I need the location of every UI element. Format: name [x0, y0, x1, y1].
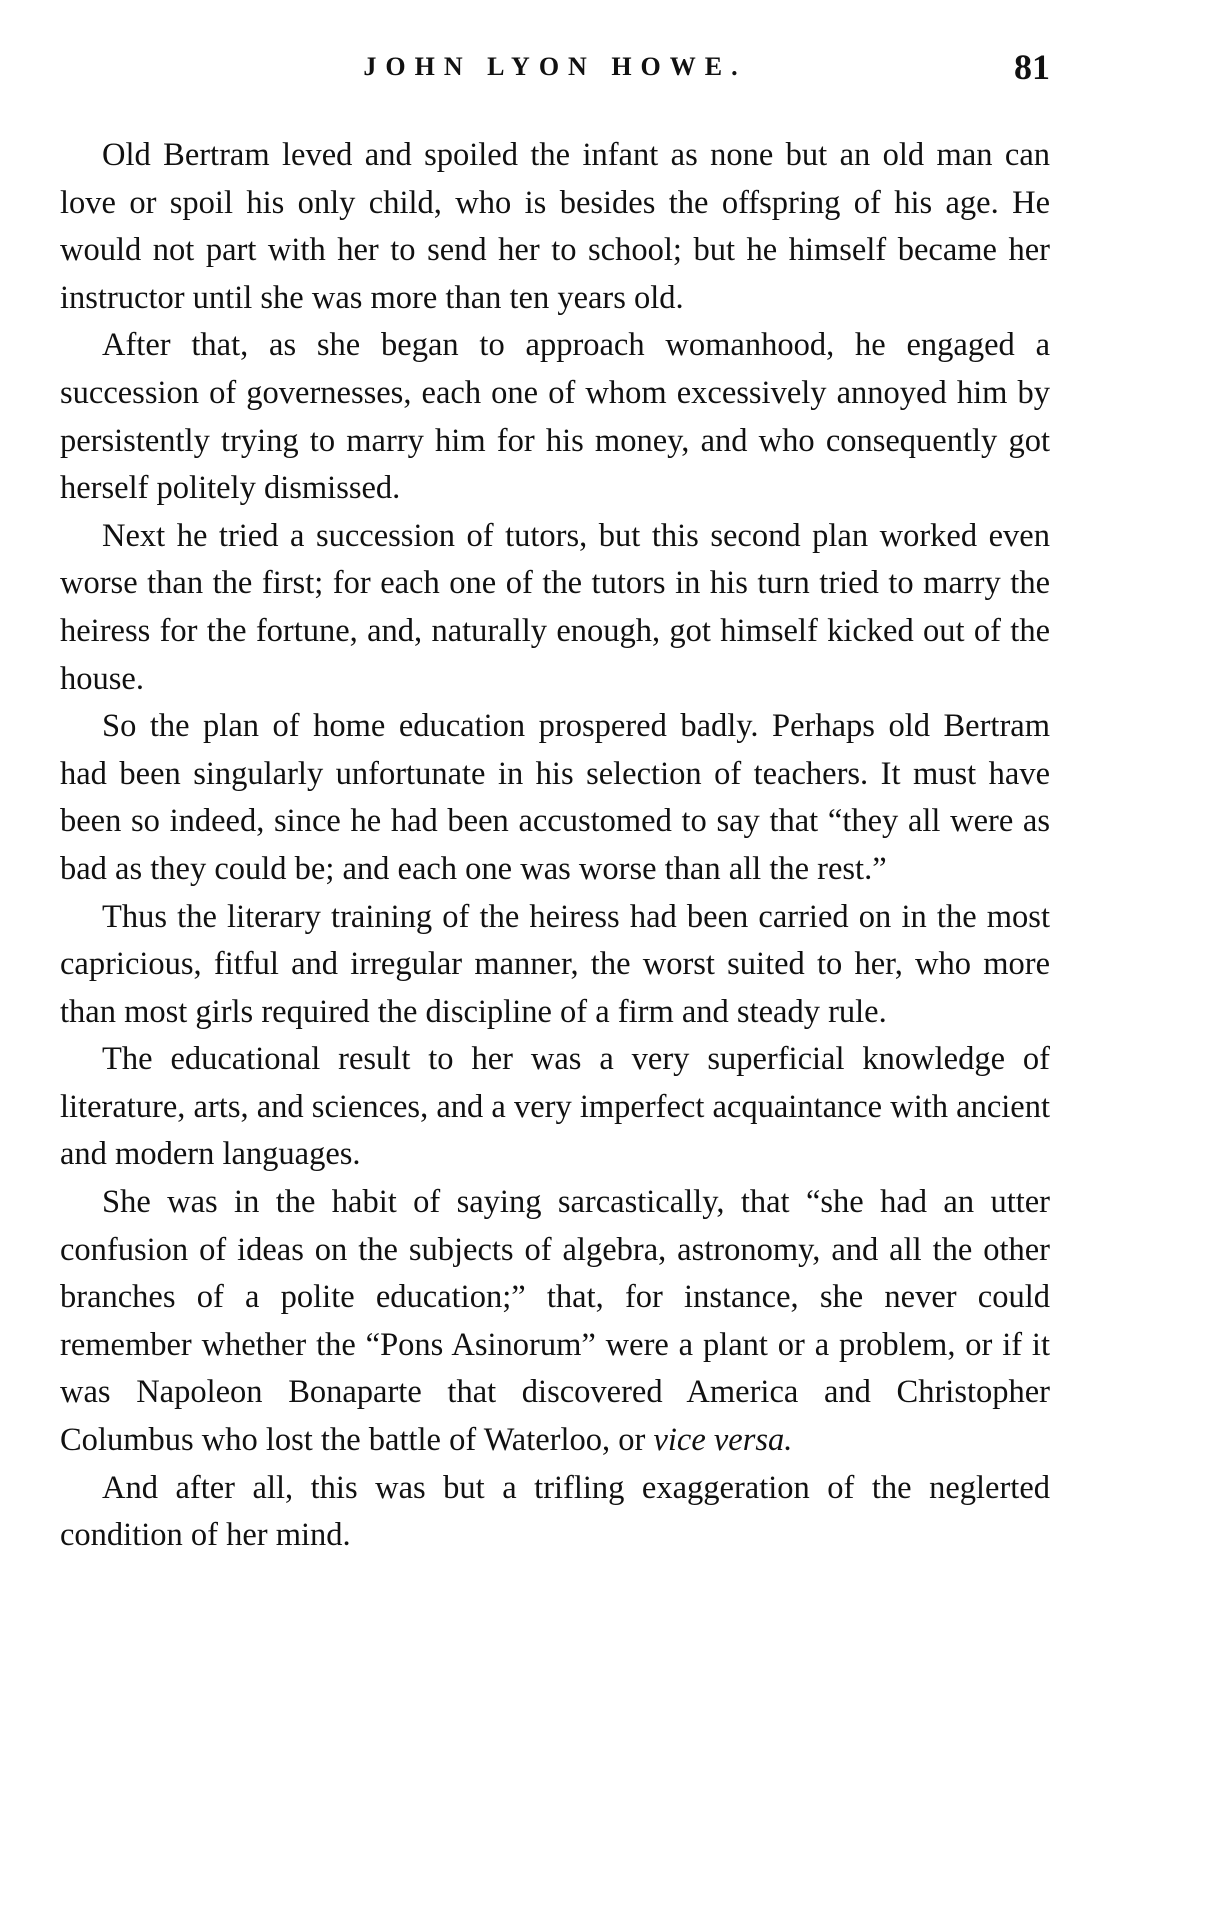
- paragraph-7-italic: vice versa.: [653, 1422, 793, 1459]
- paragraph-7: [60, 1179, 1050, 1465]
- paragraph-1: Old Bertram leved and spoiled the infant as none but an old man can love or spoil his only child, who is besides the offspring of his age. He would not part with her to send her to school; but he himself became her instructor until she was more than ten years old.: [60, 137, 1050, 316]
- paragraph-3: Next he tried a succession of tutors, but this second plan worked even worse than the first; for each one of the tutors in his turn tried to marry the heiress for the fortune, and, naturally enough, got himself kicked out of the house.: [60, 517, 1050, 697]
- body-text: [60, 132, 1050, 1560]
- page-header: [60, 47, 1050, 102]
- paragraph-4: So the plan of home education prospered badly. Perhaps old Bertram had been singularly unfortunate in his selection of teachers. It must have been so indeed, since he had been accustomed to say that “they all were as bad as they could be; and each one was worse than all the rest.”: [60, 708, 1050, 887]
- paragraph-5: Thus the literary training of the heiress had been carried on in the most capricious, fitful and irregular manner, the worst suited to her, who more than most girls required the discipline of a firm and steady rule.: [60, 898, 1050, 1030]
- paragraph-2: After that, as she began to approach womanhood, he engaged a succession of governesses, each one of whom excessively annoyed him by persistently trying to marry him for his money, and who consequently got herself politely dismissed.: [60, 327, 1050, 507]
- paragraph-7-text: She was in the habit of saying sarcastically, that “she had an utter confusion of ideas on the subjects of algebra, astronomy, and all the other branches of a polite education;” that, for instance, she never could remember whether the “Pons Asinorum” were a plant or a problem, or if it was Napoleon Bonaparte that discovered America and Christopher Columbus who lost the battle of Waterloo, or: [60, 1184, 1050, 1459]
- paragraph-8: And after all, this was but a trifling exaggeration of the neglerted condition of her mind.: [60, 1469, 1050, 1554]
- page-number: 81: [1014, 47, 1050, 87]
- running-head: JOHN LYON HOWE.: [363, 52, 747, 81]
- paragraph-6: The educational result to her was a very superficial knowledge of literature, arts, and sciences, and a very imperfect acquaintance with ancient and modern languages.: [60, 1041, 1050, 1173]
